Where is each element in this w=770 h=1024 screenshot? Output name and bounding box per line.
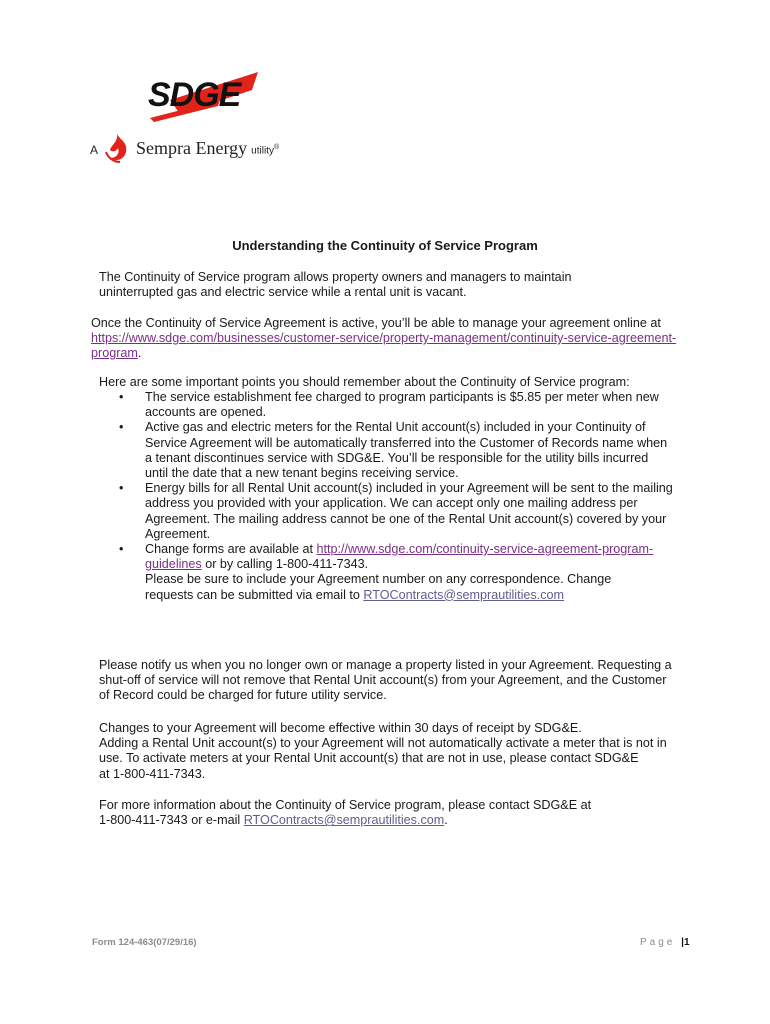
online-end: .	[137, 346, 142, 361]
form-number: Form 124-463(07/29/16)	[92, 937, 197, 948]
list-item	[114, 542, 684, 603]
tagline-name: Sempra Energy	[136, 137, 248, 158]
point-2-line3: a tenant discontinues service with SDG&E. You’ll be responsible for the utility bills incurred	[145, 450, 649, 465]
change-forms-phone: or by calling 1-800-411-7343.	[201, 557, 369, 572]
points-list	[114, 390, 684, 603]
notify-line3: of Record could be charged for future utility service.	[99, 688, 387, 703]
intro-paragraph: The Continuity of Service program allows property owners and managers to maintain uninterrupted gas and electric service while a rental unit is vacant.	[99, 270, 572, 300]
notify-line1: Please notify us when you no longer own or manage a property listed in your Agreement. Requesting a	[99, 658, 672, 672]
page-separator: |	[681, 937, 684, 948]
change-forms-line3: Please be sure to include your Agreement number on any correspondence. Change	[145, 572, 612, 587]
change-forms-line4: requests can be submitted via email to	[145, 587, 364, 602]
changes-line2: Adding a Rental Unit account(s) to your Agreement will not automatically activate a meter that is not in	[99, 736, 667, 751]
point-3-line2: address you provided with your application. We can accept only one mailing address per	[145, 496, 638, 511]
rto-email-link-2[interactable]: RTOContracts@semprautilities.com	[243, 813, 445, 828]
more-info-line2: 1-800-411-7343 or e-mail	[99, 813, 244, 828]
tagline-suffix	[251, 144, 279, 156]
changes-paragraph	[99, 721, 699, 782]
sempra-flame-icon	[102, 132, 132, 164]
online-paragraph	[91, 316, 691, 362]
tagline-prefix: A	[90, 143, 99, 157]
tagline-reg-mark: ®	[273, 143, 280, 151]
point-2-line4: until the date that a new tenant begins receiving service.	[145, 466, 459, 481]
point-3-line3: Agreement. The mailing address cannot be one of the Rental Unit account(s) covered by your	[145, 511, 667, 526]
point-1-line2: accounts are opened.	[145, 405, 267, 420]
agreement-link-line1: https://www.sdge.com/businesses/customer-service/property-management/continuity-service-agreement-	[91, 331, 677, 346]
tagline-utility: utility	[251, 145, 274, 157]
points-intro: Here are some important points you should remember about the Continuity of Service program:	[99, 375, 630, 389]
sdge-logo-text: SDGE	[148, 76, 241, 114]
point-1-line1: The service establishment fee charged to program participants is $5.85 per meter when new	[145, 390, 659, 404]
point-3-line4: Agreement.	[145, 526, 211, 541]
guidelines-link-line1: http://www.sdge.com/continuity-service-agreement-program-	[316, 542, 654, 557]
document-title: Understanding the Continuity of Service Program	[232, 238, 538, 253]
guidelines-link-line2: guidelines	[145, 557, 202, 572]
company-logo	[90, 66, 290, 166]
list-item	[114, 420, 684, 481]
changes-line1: Changes to your Agreement will become effective within 30 days of receipt by SDG&E.	[99, 721, 582, 735]
point-3-line1: Energy bills for all Rental Unit account(s) included in your Agreement will be sent to the mailing	[145, 481, 673, 496]
notify-line2: shut-off of service will not remove that Rental Unit account(s) from your Agreement, and the Customer	[99, 673, 667, 688]
page-indicator	[640, 937, 690, 948]
more-info-line1: For more information about the Continuity of Service program, please contact SDG&E at	[99, 798, 592, 812]
more-info-paragraph	[99, 798, 699, 828]
changes-line4: at 1-800-411-7343.	[99, 766, 206, 781]
agreement-online-link[interactable]	[91, 331, 676, 360]
sempra-tagline	[90, 132, 279, 164]
point-2-line1: Active gas and electric meters for the Rental Unit account(s) included in your Continuity of	[145, 420, 646, 435]
agreement-link-line2: program	[91, 346, 138, 361]
changes-line3: use. To activate meters at your Rental Unit account(s) that are not in use, please contact SDG&E	[99, 751, 639, 766]
more-info-end: .	[444, 813, 448, 828]
page-number: 1	[683, 937, 690, 948]
change-forms-prefix: Change forms are available at	[145, 542, 317, 557]
page-label: Page	[640, 937, 676, 948]
notify-paragraph	[99, 658, 699, 704]
point-2-line2: Service Agreement will be automatically transferred into the Customer of Records name when	[145, 435, 668, 450]
list-item	[114, 481, 684, 542]
rto-email-link[interactable]: RTOContracts@semprautilities.com	[363, 587, 564, 602]
list-item	[114, 390, 684, 420]
online-text: Once the Continuity of Service Agreement is active, you’ll be able to manage your agreement online at	[91, 316, 661, 330]
